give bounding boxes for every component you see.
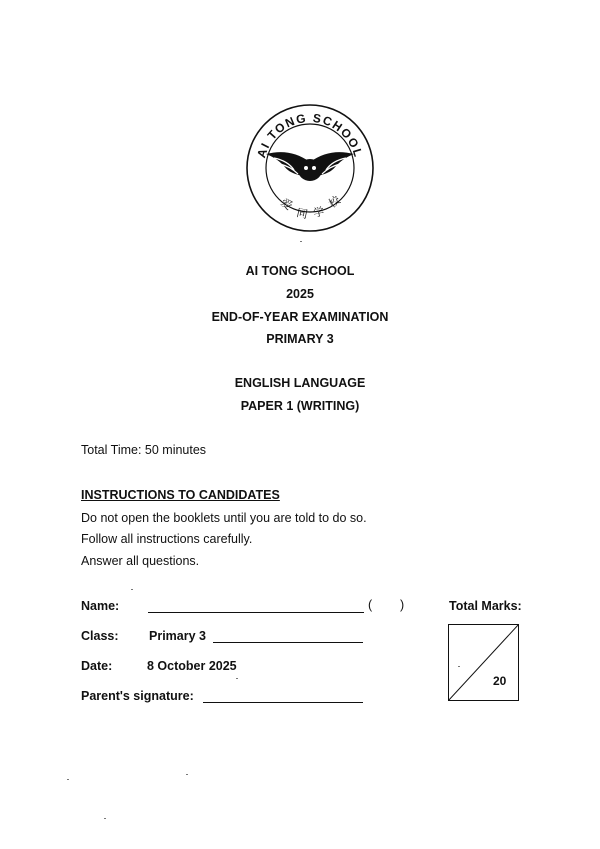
class-field-line[interactable]: [213, 642, 363, 643]
date-value: 8 October 2025: [147, 659, 237, 673]
school-crest-logo: [244, 102, 376, 234]
total-time: Total Time: 50 minutes: [81, 443, 207, 457]
total-marks-box[interactable]: [448, 624, 519, 701]
svg-text:校: 校: [326, 193, 343, 211]
svg-text:同: 同: [295, 206, 309, 222]
instruction-item: Follow all instructions carefully.: [81, 532, 253, 546]
instructions-heading: INSTRUCTIONS TO CANDIDATES: [81, 488, 280, 502]
class-label: Class:: [81, 629, 119, 643]
parent-signature-label: Parent's signature:: [81, 689, 194, 703]
svg-text:爱: 爱: [278, 195, 295, 213]
crest-ring-text: AI TONG SCHOOL: [254, 110, 366, 160]
instruction-item: Answer all questions.: [81, 554, 200, 568]
total-marks-value: 20: [493, 674, 507, 688]
paper-title: PAPER 1 (WRITING): [240, 399, 360, 413]
total-marks-label: Total Marks:: [449, 599, 522, 613]
date-label: Date:: [81, 659, 113, 673]
signature-field-line[interactable]: [203, 702, 363, 703]
svg-text:学: 学: [311, 204, 326, 220]
subject-title: ENGLISH LANGUAGE: [234, 376, 366, 390]
index-paren-close: ): [400, 598, 405, 612]
class-value: Primary 3: [149, 629, 206, 643]
index-paren-open: (: [368, 598, 373, 612]
exam-title: END-OF-YEAR EXAMINATION: [211, 310, 389, 324]
exam-level: PRIMARY 3: [266, 332, 334, 346]
marks-divider: [448, 624, 519, 701]
exam-year: 2025: [286, 287, 314, 301]
school-name: AI TONG SCHOOL: [245, 264, 355, 278]
name-field-line[interactable]: [148, 612, 364, 613]
instruction-item: Do not open the booklets until you are told to do so.: [81, 511, 367, 525]
name-label: Name:: [81, 599, 120, 613]
